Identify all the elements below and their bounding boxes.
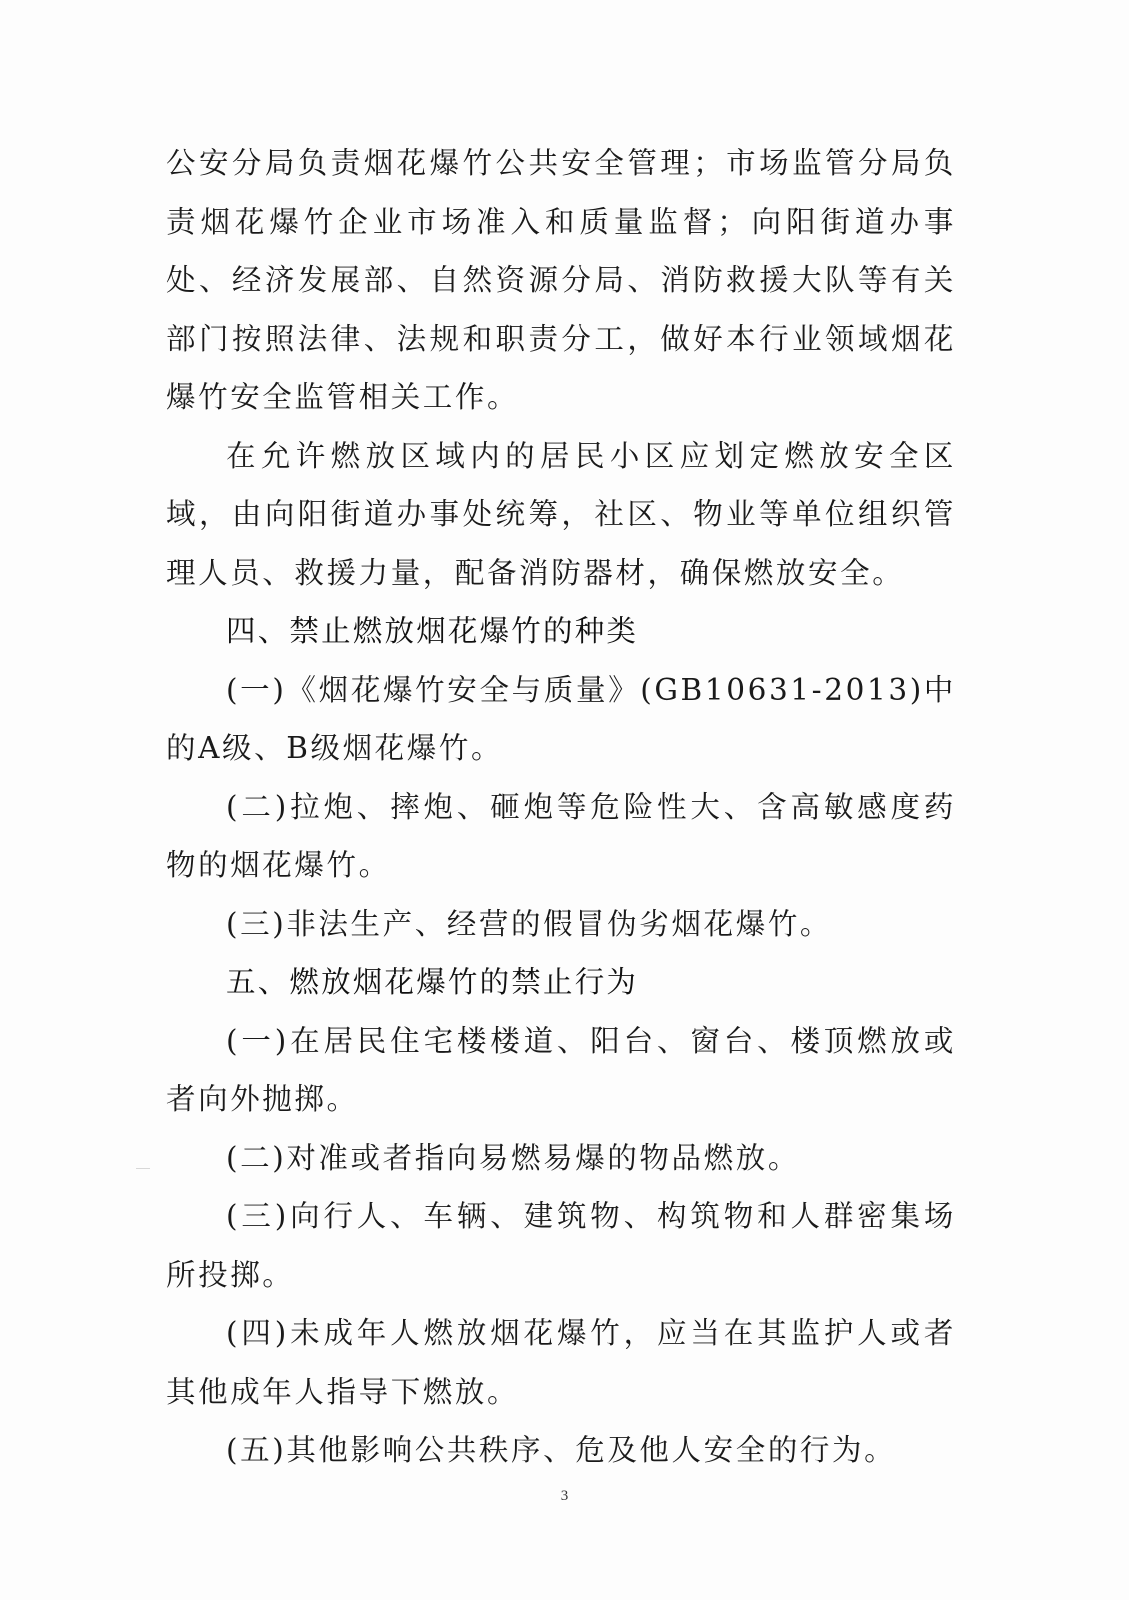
list-item-4-3: (三)非法生产、经营的假冒伪劣烟花爆竹。 xyxy=(226,906,833,941)
list-item-4-2: (二)拉炮、摔炮、砸炮等危险性大、含高敏感度药物的烟花爆竹。 xyxy=(166,789,956,882)
list-item-5-3: (三)向行人、车辆、建筑物、构筑物和人群密集场所投掷。 xyxy=(166,1199,956,1292)
paragraph-safety-zone: 在允许燃放区域内的居民小区应划定燃放安全区域，由向阳街道办事处统筹，社区、物业等单位组织管理人员、救援力量，配备消防器材，确保燃放安全。 xyxy=(166,438,956,590)
paragraph-responsibilities: 公安分局负责烟花爆竹公共安全管理；市场监管分局负责烟花爆竹企业市场准入和质量监督；向阳街道办事处、经济发展部、自然资源分局、消防救援大队等有关部门按照法律、法规和职责分工，做好本行业领域烟花爆竹安全监管相关工作。 xyxy=(166,146,956,414)
scan-artifact-line xyxy=(136,1168,150,1169)
list-item-4-1: (一)《烟花爆竹安全与质量》(GB10631-2013)中的A级、B级烟花爆竹。 xyxy=(166,672,956,765)
document-body xyxy=(166,134,956,1480)
page-number: 3 xyxy=(560,1488,569,1504)
heading-section-5: 五、燃放烟花爆竹的禁止行为 xyxy=(226,965,639,999)
list-item-5-2: (二)对准或者指向易燃易爆的物品燃放。 xyxy=(226,1140,800,1175)
heading-section-4: 四、禁止燃放烟花爆竹的种类 xyxy=(226,614,639,648)
list-item-5-1: (一)在居民住宅楼楼道、阳台、窗台、楼顶燃放或者向外抛掷。 xyxy=(166,1023,956,1116)
list-item-5-4: (四)未成年人燃放烟花爆竹，应当在其监护人或者其他成年人指导下燃放。 xyxy=(166,1316,956,1409)
list-item-5-5: (五)其他影响公共秩序、危及他人安全的行为。 xyxy=(226,1433,897,1467)
